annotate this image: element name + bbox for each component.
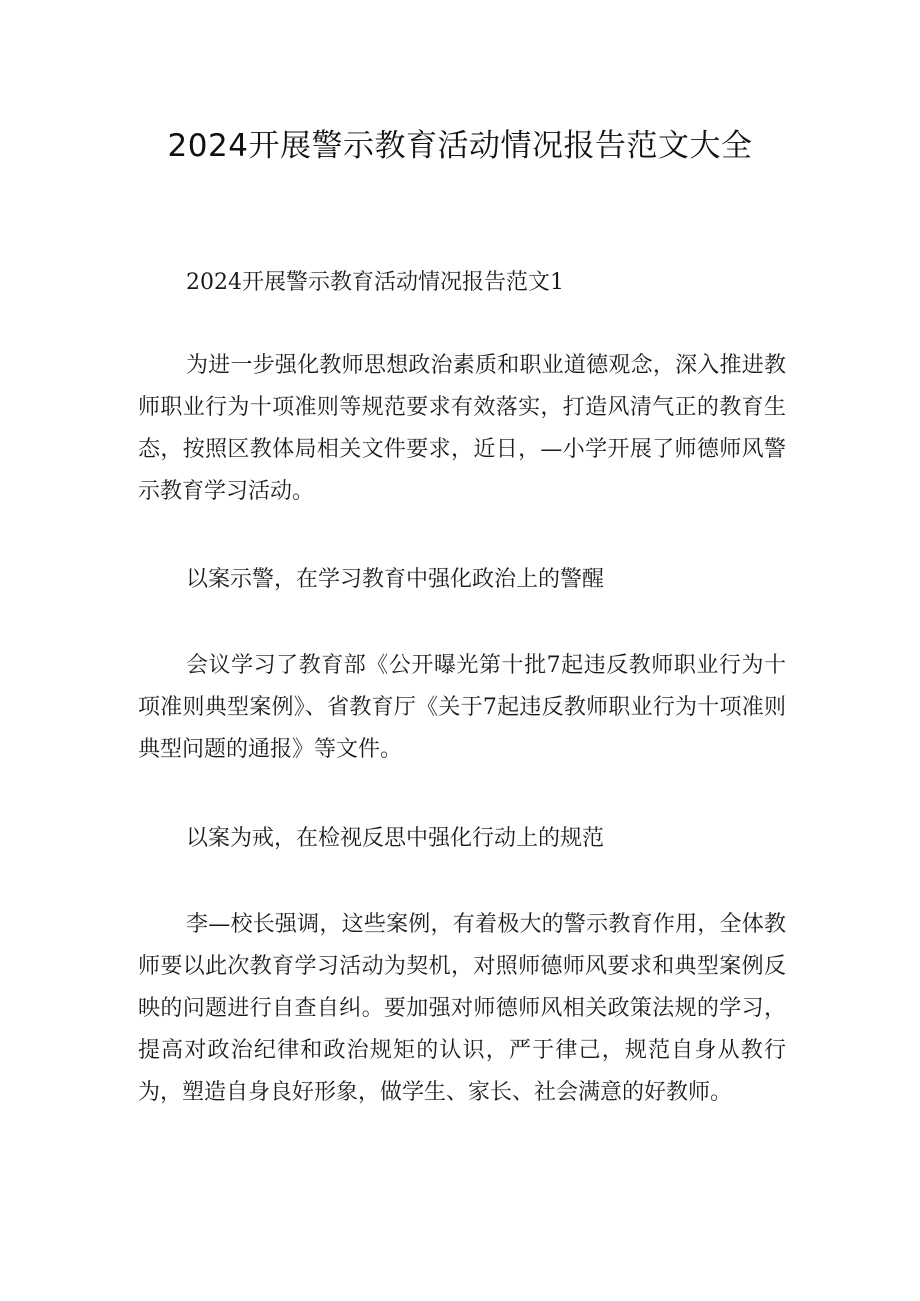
section-heading-warning: 以案示警，在学习教育中强化政治上的警醒 (186, 567, 605, 592)
section-title: 2024开展警示教育活动情况报告范文1 (186, 270, 564, 295)
paragraph-intro: 为进一步强化教师思想政治素质和职业道德观念，深入推进教师职业行为十项准则等规范要求有效落实，打造风清气正的教育生态，按照区教体局相关文件要求，近日，—小学开展了师德师风警示教育学习活动。 (138, 353, 786, 504)
paragraph-meeting: 会议学习了教育部《公开曝光第十批7起违反教师职业行为十项准则典型案例》、省教育厅《关于7起违反教师职业行为十项准则典型问题的通报》等文件。 (138, 653, 786, 762)
paragraph-principal-remarks: 李—校长强调，这些案例，有着极大的警示教育作用，全体教师要以此次教育学习活动为契机，对照师德师风要求和典型案例反映的问题进行自查自纠。要加强对师德师风相关政策法规的学习，提高对政治纪律和政治规矩的认识，严于律己，规范自身从教行为，塑造自身良好形象，做学生、家长、社会满意的好教师。 (138, 912, 786, 1105)
document-title: 2024开展警示教育活动情况报告范文大全 (167, 128, 753, 164)
section-heading-caution: 以案为戒，在检视反思中强化行动上的规范 (186, 826, 605, 851)
